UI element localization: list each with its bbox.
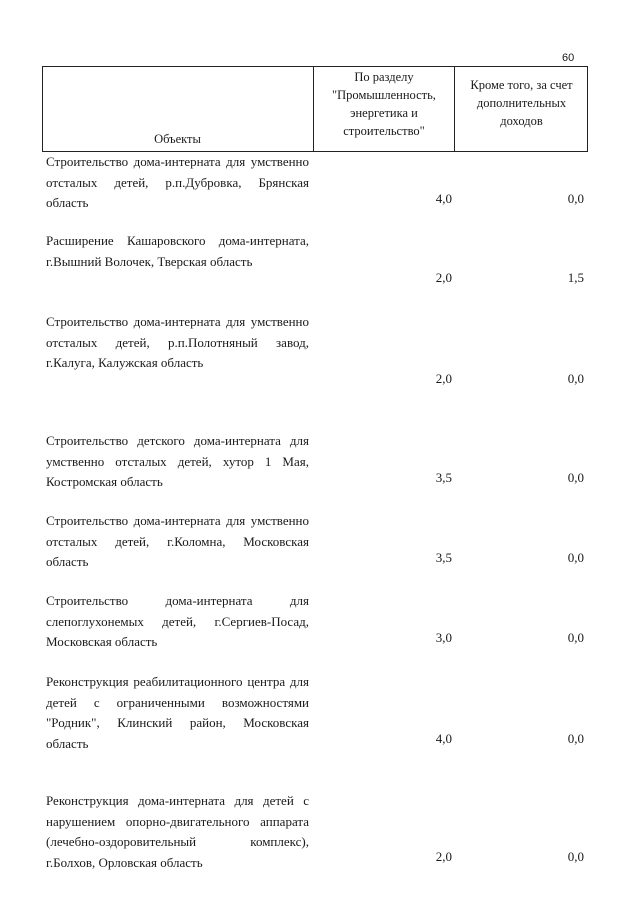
extra-value: 0,0 <box>567 371 584 386</box>
object-name: Реконструкция реабилитационного центра для детей с ограниченными возможностями "Родник", Клинский район, Московская область <box>46 674 309 751</box>
header-top-rule <box>42 66 588 67</box>
section-value: 2,0 <box>435 849 452 864</box>
header-extra: Кроме того, за счет дополнительных доходов <box>470 78 573 128</box>
object-name: Расширение Кашаровского дома-интерната, г.Вышний Волочек, Тверская область <box>46 233 309 269</box>
header-section: По разделу "Промышленность, энергетика и строительство" <box>332 70 436 138</box>
section-value: 3,0 <box>435 630 452 645</box>
section-value: 3,5 <box>435 470 452 485</box>
extra-value: 0,0 <box>567 731 584 746</box>
section-value: 4,0 <box>435 191 452 206</box>
object-name: Реконструкция дома-интерната для детей с нарушением опорно-двигательного аппарата (лечебно-оздоровительный комплекс), г.Болхов, Орловская область <box>46 793 309 870</box>
header-objects: Объекты <box>154 132 201 146</box>
extra-value: 1,5 <box>567 270 584 285</box>
extra-value: 0,0 <box>567 849 584 864</box>
section-value: 2,0 <box>435 371 452 386</box>
section-value: 3,5 <box>435 550 452 565</box>
object-name: Строительство детского дома-интерната для умственно отсталых детей, хутор 1 Мая, Костромская область <box>46 433 309 489</box>
object-name: Строительство дома-интерната для умственно отсталых детей, р.п.Дубровка, Брянская область <box>46 154 309 210</box>
object-name: Строительство дома-интерната для умственно отсталых детей, р.п.Полотняный завод, г.Калуга, Калужская область <box>46 314 309 370</box>
section-value: 2,0 <box>435 270 452 285</box>
section-value: 4,0 <box>435 731 452 746</box>
extra-value: 0,0 <box>567 630 584 645</box>
extra-value: 0,0 <box>567 550 584 565</box>
extra-value: 0,0 <box>567 470 584 485</box>
extra-value: 0,0 <box>567 191 584 206</box>
object-name: Строительство дома-интерната для слепоглухонемых детей, г.Сергиев-Посад, Московская область <box>46 593 309 649</box>
object-name: Строительство дома-интерната для умственно отсталых детей, г.Коломна, Московская область <box>46 513 309 569</box>
page-number: 60 <box>562 52 575 64</box>
table-header <box>42 66 588 152</box>
